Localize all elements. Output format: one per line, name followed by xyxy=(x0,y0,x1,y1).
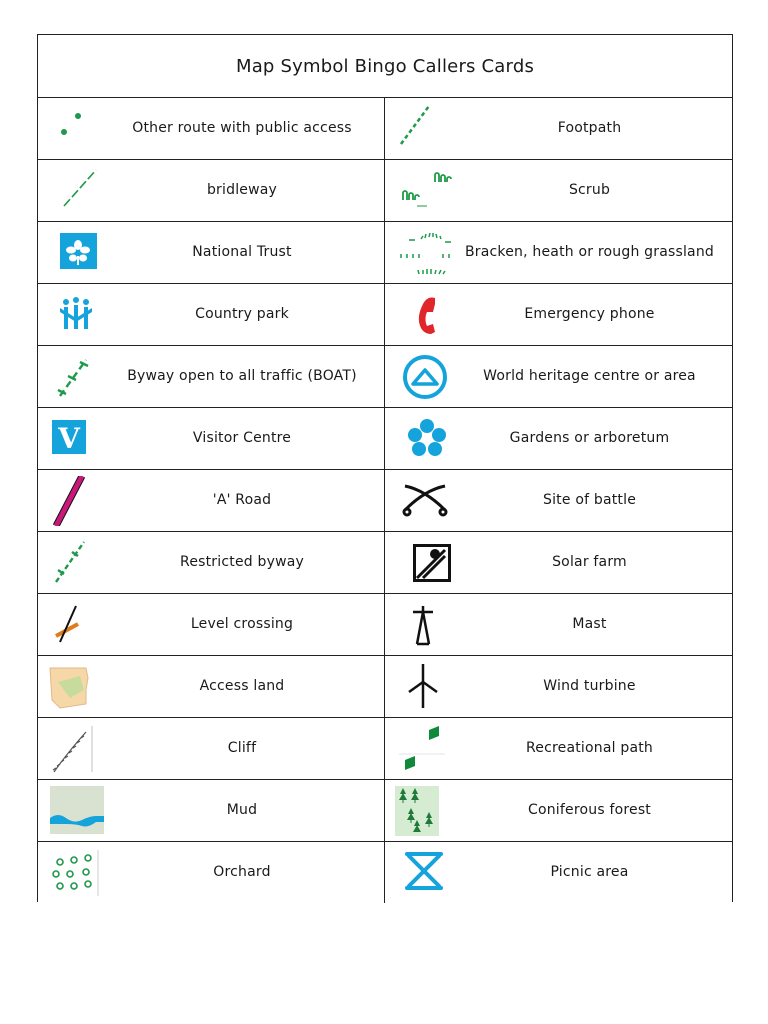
solar-farm-icon xyxy=(395,538,453,588)
dashed-green-line-icon xyxy=(395,104,453,154)
cliff-icon xyxy=(48,724,106,774)
symbol-label: Coniferous forest xyxy=(527,802,651,818)
symbol-cell xyxy=(385,408,732,470)
symbol-cell xyxy=(38,98,385,160)
a-road-magenta-icon xyxy=(48,476,106,526)
crossed-swords-icon xyxy=(395,476,453,526)
visitor-centre-v-icon xyxy=(48,414,106,464)
symbol-cell xyxy=(385,718,732,780)
symbol-cell xyxy=(38,284,385,346)
symbol-cell xyxy=(38,160,385,222)
symbol-cell xyxy=(385,842,732,903)
orchard-icon xyxy=(48,848,106,898)
symbol-label: Wind turbine xyxy=(543,678,636,694)
symbol-label: 'A' Road xyxy=(212,492,272,508)
green-dots-icon xyxy=(48,104,106,154)
symbol-cell xyxy=(38,656,385,718)
symbol-label: Solar farm xyxy=(552,554,627,570)
boat-byway-icon xyxy=(48,352,106,402)
blue-flower-icon xyxy=(395,414,453,464)
wind-turbine-icon xyxy=(395,662,453,712)
symbol-label: Orchard xyxy=(213,864,271,880)
symbol-label: Cliff xyxy=(227,740,257,756)
symbol-cell xyxy=(38,222,385,284)
symbol-label: Bracken, heath or rough grassland xyxy=(464,244,715,260)
restricted-byway-icon xyxy=(48,538,106,588)
symbol-label: World heritage centre or area xyxy=(483,368,696,384)
symbol-cell xyxy=(385,532,732,594)
symbol-label: bridleway xyxy=(206,182,278,198)
symbol-label: Byway open to all traffic (BOAT) xyxy=(127,368,357,384)
coniferous-forest-icon xyxy=(395,786,453,836)
symbol-label: Scrub xyxy=(568,182,611,198)
symbol-label: Picnic area xyxy=(550,864,629,880)
symbol-label: Gardens or arboretum xyxy=(509,430,670,446)
symbol-cell xyxy=(38,780,385,842)
symbol-cell xyxy=(38,346,385,408)
long-dash-green-line-icon xyxy=(48,166,106,216)
symbol-label: Restricted byway xyxy=(180,554,304,570)
national-trust-oak-leaf-icon xyxy=(48,228,106,278)
symbol-label: Visitor Centre xyxy=(192,430,292,446)
symbol-label: Mud xyxy=(226,802,258,818)
symbol-cell xyxy=(38,470,385,532)
picnic-area-icon xyxy=(395,848,453,898)
symbol-label: Other route with public access xyxy=(132,120,352,136)
world-heritage-icon xyxy=(395,352,453,402)
symbol-grid xyxy=(38,98,732,903)
symbol-cell xyxy=(385,656,732,718)
bracken-heath-icon xyxy=(395,228,453,278)
symbol-cell xyxy=(385,98,732,160)
red-phone-icon xyxy=(395,290,453,340)
callers-card-table xyxy=(37,34,733,902)
symbol-label: Mast xyxy=(572,616,607,632)
symbol-cell xyxy=(385,780,732,842)
symbol-cell xyxy=(385,594,732,656)
mud-icon xyxy=(48,786,106,836)
symbol-cell xyxy=(38,718,385,780)
access-land-icon xyxy=(48,662,106,712)
symbol-cell xyxy=(385,284,732,346)
page-title: Map Symbol Bingo Callers Cards xyxy=(38,35,732,98)
level-crossing-icon xyxy=(48,600,106,650)
svg-text:V: V xyxy=(58,422,80,455)
symbol-label: Recreational path xyxy=(525,740,653,756)
symbol-label: Emergency phone xyxy=(524,306,655,322)
symbol-label: Access land xyxy=(199,678,285,694)
recreational-path-icon xyxy=(395,724,453,774)
symbol-cell xyxy=(38,532,385,594)
symbol-label: Level crossing xyxy=(190,616,294,632)
country-park-icon xyxy=(48,290,106,340)
symbol-cell xyxy=(385,346,732,408)
symbol-cell xyxy=(38,408,385,470)
symbol-cell xyxy=(385,470,732,532)
symbol-label: Footpath xyxy=(557,120,622,136)
symbol-label: Site of battle xyxy=(542,492,637,508)
symbol-label: National Trust xyxy=(192,244,292,260)
symbol-cell xyxy=(385,222,732,284)
symbol-cell xyxy=(38,842,385,903)
mast-icon xyxy=(395,600,453,650)
scrub-icon xyxy=(395,166,453,216)
symbol-cell xyxy=(385,160,732,222)
symbol-cell xyxy=(38,594,385,656)
symbol-label: Country park xyxy=(195,306,289,322)
